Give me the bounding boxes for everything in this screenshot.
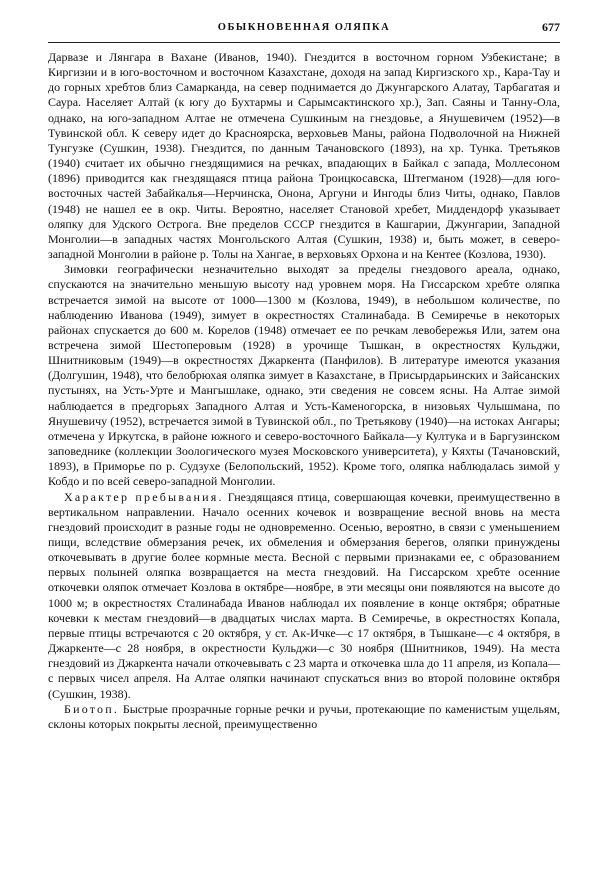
page-body [48,50,560,732]
running-title: ОБЫКНОВЕННАЯ ОЛЯПКА [217,22,391,33]
paragraph-wintering: Зимовки географически незначительно выходят за пределы гнездового ареала, однако, спускаются на значительно меньшую высоту над уровнем моря. На Гиссарском хребте оляпка встречается зимой на высоте от 1000—1300 м (Козлова, 1949), в небольшом количестве, по наблюдению Иванова (1949), зимует в окрестностях Сталинабада. В Семиречье в некоторых районах спускается до 600 м. Корелов (1948) отмечает ее по речкам левобережья Или, затем она встречена зимой Шестоперовым (1928) в урочище Тышкан, в окрестностях Кульджи, Шнитниковым (1949)—в окрестностях Джаркента (Панфилов). В литературе имеются указания (Долгушин, 1948), что белобрюхая оляпка зимует в Казахстане, в Присырдарьинских и Зайсанских пустынях, на Усть-Урте и Мангышлаке, однако, эти сведения не совсем ясны. На Алтае зимой наблюдается в предгорьях Западного Алтая и Усть-Каменогорска, в низовьях Чулышмана, по Янушевичу (1952), встречается зимой в Тувинской обл., по Третьякову (1940)—на истоках Ангары; отмечена у Иркутска, в районе южного и северо-восточного Байкала—у Култука и в Баргузинском заповеднике (коллекции Зоологического музея Московского университета), у Кяхты (Тачановский, 1893), в Приморье по р. Судзухе (Белопольский, 1952). Кроме того, оляпка наблюдалась зимой у Кобдо и по всей северо-западной Монголии. [48,262,560,489]
section-lead: Характер пребывания. [64,489,224,504]
paragraph-residence-character: Характер пребывания. Гнездящаяся птица, совершающая кочевки, преимущественно в вертикальном направлении. Начало осенних кочевок и возвращение весной вновь на места гнездовий происходит в разные годы не одновременно. Осенью, вероятно, в связи с уменьшением пищи, вследствие обмерзания речек, их обмеления и обмерзания берегов, оляпки принуждены откочевывать в другие более кормные места. Весной с первыми признаками ее, с образованием первых полыней оляпка возвращается на места гнездовий. На Гиссарском хребте осенние откочевки оляпок отмечает Козлова в октябре—ноябре, в эти месяцы они появляются на высоте до 1000 м; в окрестностях Сталинабада Иванов наблюдал их появление в конце октября; обратные кочевки к местам гнездовий—в двадцатых числах марта. В Семиречье, в окрестностях Копала, первые птицы встречаются с 20 октября, у ст. Ак-Ичке—с 17 октября, в Тышкане—с 4 октября, в Джаркенте—с 28 ноября, в окрестности Кульджи—с 30 ноября (Шнитников, 1949). На места гнездовий из Джаркента начали откочевывать с 23 марта и откочевка шла до 11 апреля, из Копала—с первых чисел апреля. На Алтае оляпки начинают спускаться вниз во второй половине октября (Сушкин, 1938). [48,489,560,701]
section-lead: Биотоп. [64,701,120,716]
page-number: 677 [542,20,560,34]
paragraph-range-nesting: Дарвазе и Лянгара в Вахане (Иванов, 1940). Гнездится в восточном горном Узбекистане; в Киргизии и в юго-восточном и восточном Казахстане, доходя на запад Киргизского хр., Кара-Тау и до горных хребтов близ Самарканда, на север поднимается до Джунгарского Алатау, Тарбагатая и Саура. Населяет Алтай (к югу до Бухтармы и Сарымсактинского хр.), Зап. Саяны и Танну-Ола, однако, на юго-западном Алтае не отмечена Сушкиным на гнездовье, а Янушевичем (1952)—в Тувинской обл. К северу идет до Красноярска, верховьев Маны, района Подволочной на Нижней Тунгузке (Сушкин, 1938). Гнездится, по данным Тачановского (1893), на хр. Тунка. Третьяков (1940) считает их обычно гнездящимися на речках, впадающих в Байкал с запада, Моллесоном (1896) приводится как гнездящаяся птица района Троицкосавска, Штегманом (1928)—для юго-восточных частей Забайкалья—Нерчинска, Онона, Аргуни и Ингоды близ Читы, однако, Павлов (1948) не нашел ее в окр. Читы. Вероятно, населяет Становой хребет, Миддендорф указывает оляпку для Удского Острога. Вне пределов СССР гнездится в Кашгарии, Джунгарии, Западной Монголии—в западных частях Монгольского Алтая (Сушкин, 1938) и, быть может, в северо-западной Монголии в районе р. Толы на Хангае, в верховьях Орхона и на Кентее (Козлова, 1930). [48,50,560,262]
paragraph-biotope: Биотоп. Быстрые прозрачные горные речки и ручьи, протекающие по каменистым ущельям, склоны которых покрыты лесной, преимущественно [48,701,560,731]
book-page [48,18,560,732]
page-header [48,18,560,43]
